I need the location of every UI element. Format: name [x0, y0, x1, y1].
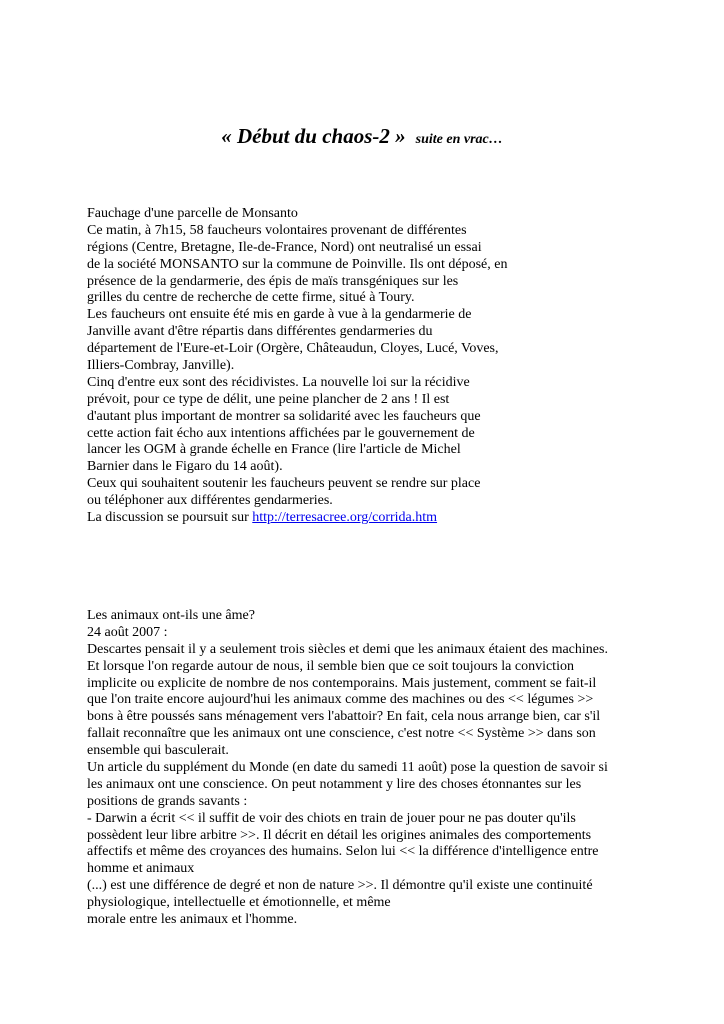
- article2-date: 24 août 2007 :: [87, 624, 168, 640]
- article1-line: Ce matin, à 7h15, 58 faucheurs volontaires provenant de différentes: [87, 222, 467, 238]
- article1-line: de la société MONSANTO sur la commune de Poinville. Ils ont déposé, en: [87, 256, 508, 272]
- article1-line: prévoit, pour ce type de délit, une peine plancher de 2 ans ! Il est: [87, 391, 450, 407]
- article1-last-line: [87, 510, 547, 527]
- article2-line: Descartes pensait il y a seulement trois siècles et demi que les animaux étaient des machines.: [87, 641, 608, 657]
- document-title: [0, 124, 724, 149]
- article2-line: implicite ou explicite de nombre de nos contemporains. Mais justement, comment se fait-il: [87, 675, 597, 691]
- article-animaux: [87, 608, 647, 929]
- article1-line: régions (Centre, Bretagne, Ile-de-France, Nord) ont neutralisé un essai: [87, 239, 482, 255]
- article2-line: homme et animaux: [87, 861, 195, 877]
- title-main: « Début du chaos-2 »: [221, 124, 406, 148]
- article-fauchage: [87, 206, 547, 527]
- link-prefix: La discussion se poursuit sur: [87, 510, 253, 526]
- article1-line: département de l'Eure-et-Loir (Orgère, Châteaudun, Cloyes, Lucé, Voves,: [87, 341, 499, 357]
- article2-line: que l'on traite encore aujourd'hui les animaux comme des machines ou des << légumes >>: [87, 692, 594, 708]
- article2-line: les animaux ont une conscience. On peut notamment y lire des choses étonnantes sur les: [87, 776, 582, 792]
- article1-line: Barnier dans le Figaro du 14 août).: [87, 459, 283, 475]
- article1-line: Janville avant d'être répartis dans différentes gendarmeries du: [87, 324, 433, 340]
- article2-heading: Les animaux ont-ils une âme?: [87, 608, 255, 623]
- article1-line: Illiers-Combray, Janville).: [87, 358, 235, 374]
- article1-line: Ceux qui souhaitent soutenir les faucheurs peuvent se rendre sur place: [87, 476, 481, 492]
- article2-line: positions de grands savants :: [87, 793, 248, 809]
- article1-line: lancer les OGM à grande échelle en France (lire l'article de Michel: [87, 442, 461, 458]
- article1-line: ou téléphoner aux différentes gendarmeries.: [87, 493, 333, 509]
- article2-line: bons à être poussés sans ménagement vers l'abattoir? En fait, cela nous arrange bien, car s'il: [87, 709, 601, 725]
- article1-line: Fauchage d'une parcelle de Monsanto: [87, 206, 298, 221]
- article2-line: - Darwin a écrit << il suffit de voir des chiots en train de jouer pour ne pas douter qu'ils: [87, 810, 576, 826]
- article2-line: Et lorsque l'on regarde autour de nous, il semble bien que ce soit toujours la conviction: [87, 658, 574, 674]
- article1-line: Les faucheurs ont ensuite été mis en garde à vue à la gendarmerie de: [87, 307, 472, 323]
- title-subtitle: suite en vrac…: [415, 132, 503, 147]
- article2-line: affectifs et même des croyances des humains. Selon lui << la différence d'intelligence entre: [87, 844, 599, 860]
- article1-line: cette action fait écho aux intentions affichées par le gouvernement de: [87, 425, 475, 441]
- article1-line: d'autant plus important de montrer sa solidarité avec les faucheurs que: [87, 408, 481, 424]
- article2-line: Un article du supplément du Monde (en date du samedi 11 août) pose la question de savoir si: [87, 760, 608, 776]
- article2-line: physiologique, intellectuelle et émotionnelle, et même: [87, 895, 391, 911]
- article2-line: fallait reconnaître que les animaux ont une conscience, c'est notre << Système >> dans son: [87, 726, 596, 742]
- article1-line: Cinq d'entre eux sont des récidivistes. La nouvelle loi sur la récidive: [87, 374, 470, 390]
- article2-line: possèdent leur libre arbitre >>. Il décrit en détail les origines animales des comportements: [87, 827, 592, 843]
- article2-line: morale entre les animaux et l'homme.: [87, 912, 298, 928]
- article2-line: ensemble qui basculerait.: [87, 743, 229, 759]
- article1-line: présence de la gendarmerie, des épis de maïs transgéniques sur les: [87, 273, 459, 289]
- article1-line: grilles du centre de recherche de cette firme, situé à Toury.: [87, 290, 415, 306]
- corrida-link[interactable]: http://terresacree.org/corrida.htm: [252, 510, 438, 526]
- article2-line: (...) est une différence de degré et non de nature >>. Il démontre qu'il existe une continuité: [87, 878, 593, 894]
